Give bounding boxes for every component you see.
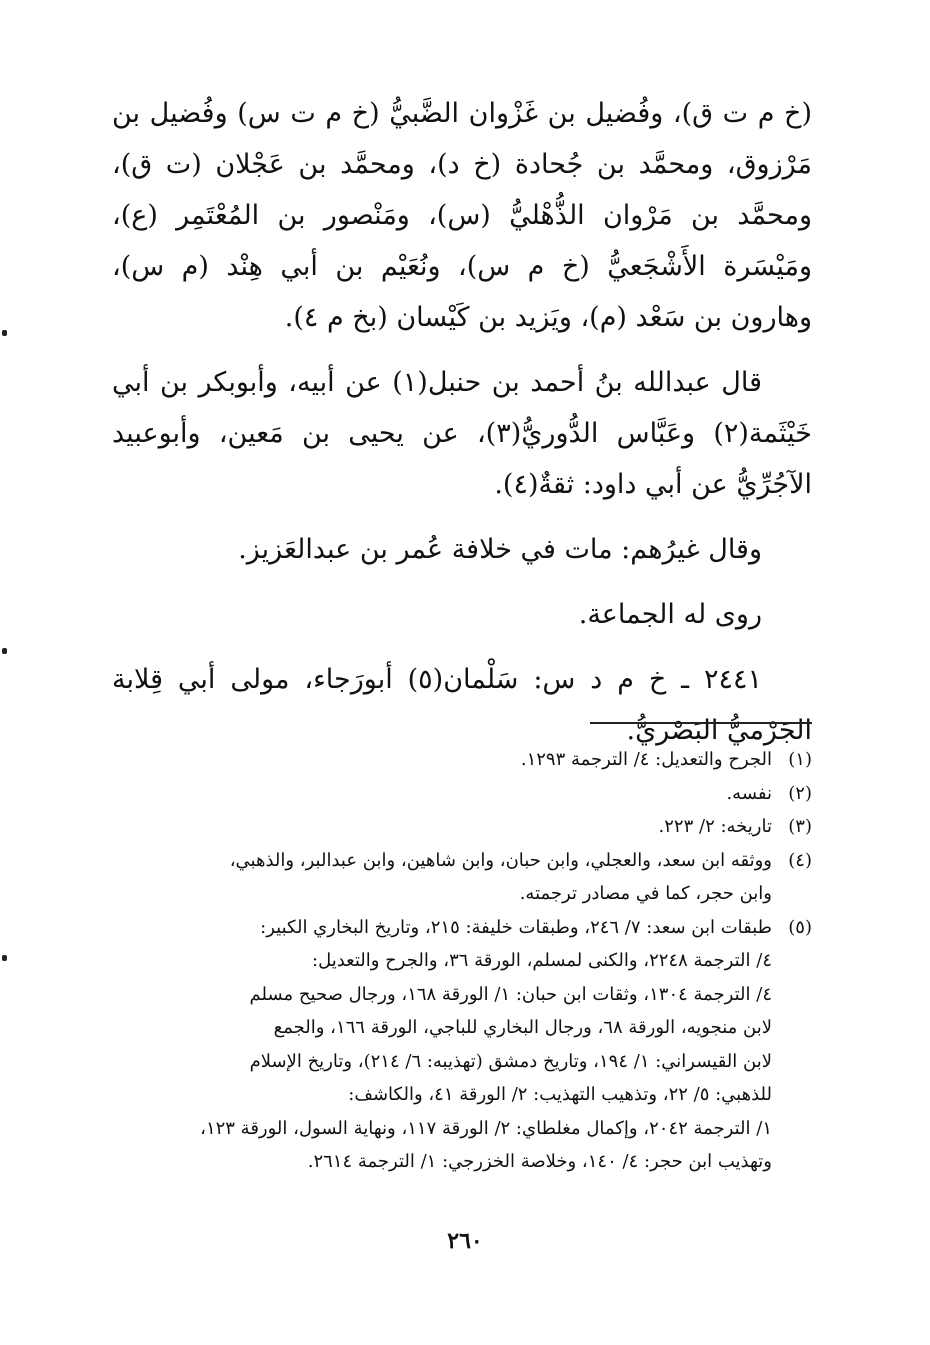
paragraph-entry-2441: ٢٤٤١ ـ خ م د س: سَلْمان(٥) أبورَجاء، مولى أبي قِلابة الجَرْميُّ البَصْريُّ. <box>112 664 812 746</box>
page-number: ٢٦٠ <box>447 1228 483 1254</box>
footnote-separator <box>590 722 812 724</box>
footnote-line: وتهذيب ابن حجر: ٤/ ١٤٠، وخلاصة الخزرجي: ١/ الترجمة ٢٦١٤. <box>307 1151 772 1172</box>
paragraph-narrators: (خ م ت ق)، وفُضيل بن غَزْوان الضَّبيُّ (خ م ت س) وفُضيل بن مَرْزوق، ومحمَّد بن جُحادة (خ د)، ومحمَّد بن عَجْلان (ت ق)، ومحمَّد بن مَرْوان الذُّهْليُّ (س)، ومَنْصور بن المُعْتَمِر (ع)، ومَيْسَرة الأَشْجَعيُّ (خ م س)، ونُعَيْم بن أبي هِنْد (م س)، وهارون بن سَعْد (م)، ويَزيد بن كَيْسان (بخ م ٤). <box>112 98 812 333</box>
paragraph-tawthiq: قال عبدالله بنُ أحمد بن حنبل(١) عن أبيه، وأبوبكر بن أبي خَيْثَمة(٢) وعَبَّاس الدُّوريُّ(٣)، عن يحيى بن مَعين، وأبوعبيد الآجُرِّيُّ عن أبي داود: ثقةٌ(٤). <box>112 367 812 500</box>
footnote-line: الجرح والتعديل: ٤/ الترجمة ١٢٩٣. <box>520 749 772 770</box>
footnote-line: وابن حجر، كما في مصادر ترجمته. <box>519 883 772 904</box>
footnote-4 <box>112 844 812 911</box>
footnote-2 <box>112 777 812 811</box>
margin-mark <box>2 648 7 654</box>
margin-mark <box>2 955 7 961</box>
footnote-number: (٢) <box>788 782 812 804</box>
footnote-line: ١/ الترجمة ٢٠٤٢، وإكمال مغلطاي: ٢/ الورقة ١١٧، ونهاية السول، الورقة ١٢٣، <box>200 1117 772 1139</box>
footnote-number: (٤) <box>788 849 812 871</box>
footnote-line: للذهبي: ٥/ ٢٢، وتذهيب التهذيب: ٢/ الورقة ٤١، والكاشف: <box>348 1084 772 1105</box>
footnote-line: ووثقه ابن سعد، والعجلي، وابن حبان، وابن شاهين، وابن عبدالبر، والذهبي، <box>229 849 772 871</box>
main-text <box>112 88 812 756</box>
paragraph-death: وقال غيرُهم: مات في خلافة عُمر بن عبدالعَزيز. <box>238 534 762 565</box>
footnote-line: ٤/ الترجمة ٢٢٤٨، والكنى لمسلم، الورقة ٣٦، والجرح والتعديل: <box>312 950 772 971</box>
footnote-line: تاريخه: ٢/ ٢٢٣. <box>658 816 772 837</box>
footnote-line: طبقات ابن سعد: ٧/ ٢٤٦، وطبقات خليفة: ٢١٥، وتاريخ البخاري الكبير: <box>260 916 772 938</box>
footnote-5 <box>112 911 812 1179</box>
footnotes <box>112 743 812 1179</box>
footnote-number: (٣) <box>788 816 812 837</box>
footnote-1 <box>112 743 812 777</box>
margin-mark <box>2 330 7 336</box>
footnote-line: لابن منجويه، الورقة ٦٨، ورجال البخاري للباجي، الورقة ١٦٦، والجمع <box>273 1017 772 1038</box>
footnote-line: لابن القيسراني: ١/ ١٩٤، وتاريخ دمشق (تهذيبه: ٦/ ٢١٤)، وتاريخ الإسلام <box>249 1050 772 1072</box>
footnote-3 <box>112 810 812 844</box>
footnote-line: نفسه. <box>726 782 772 804</box>
footnote-number: (٥) <box>788 916 812 938</box>
footnote-line: ٤/ الترجمة ١٣٠٤، وثقات ابن حبان: ١/ الورقة ١٦٨، ورجال صحيح مسلم <box>249 983 772 1005</box>
footnote-number: (١) <box>788 749 812 770</box>
paragraph-riwaya: روى له الجماعة. <box>578 599 762 630</box>
